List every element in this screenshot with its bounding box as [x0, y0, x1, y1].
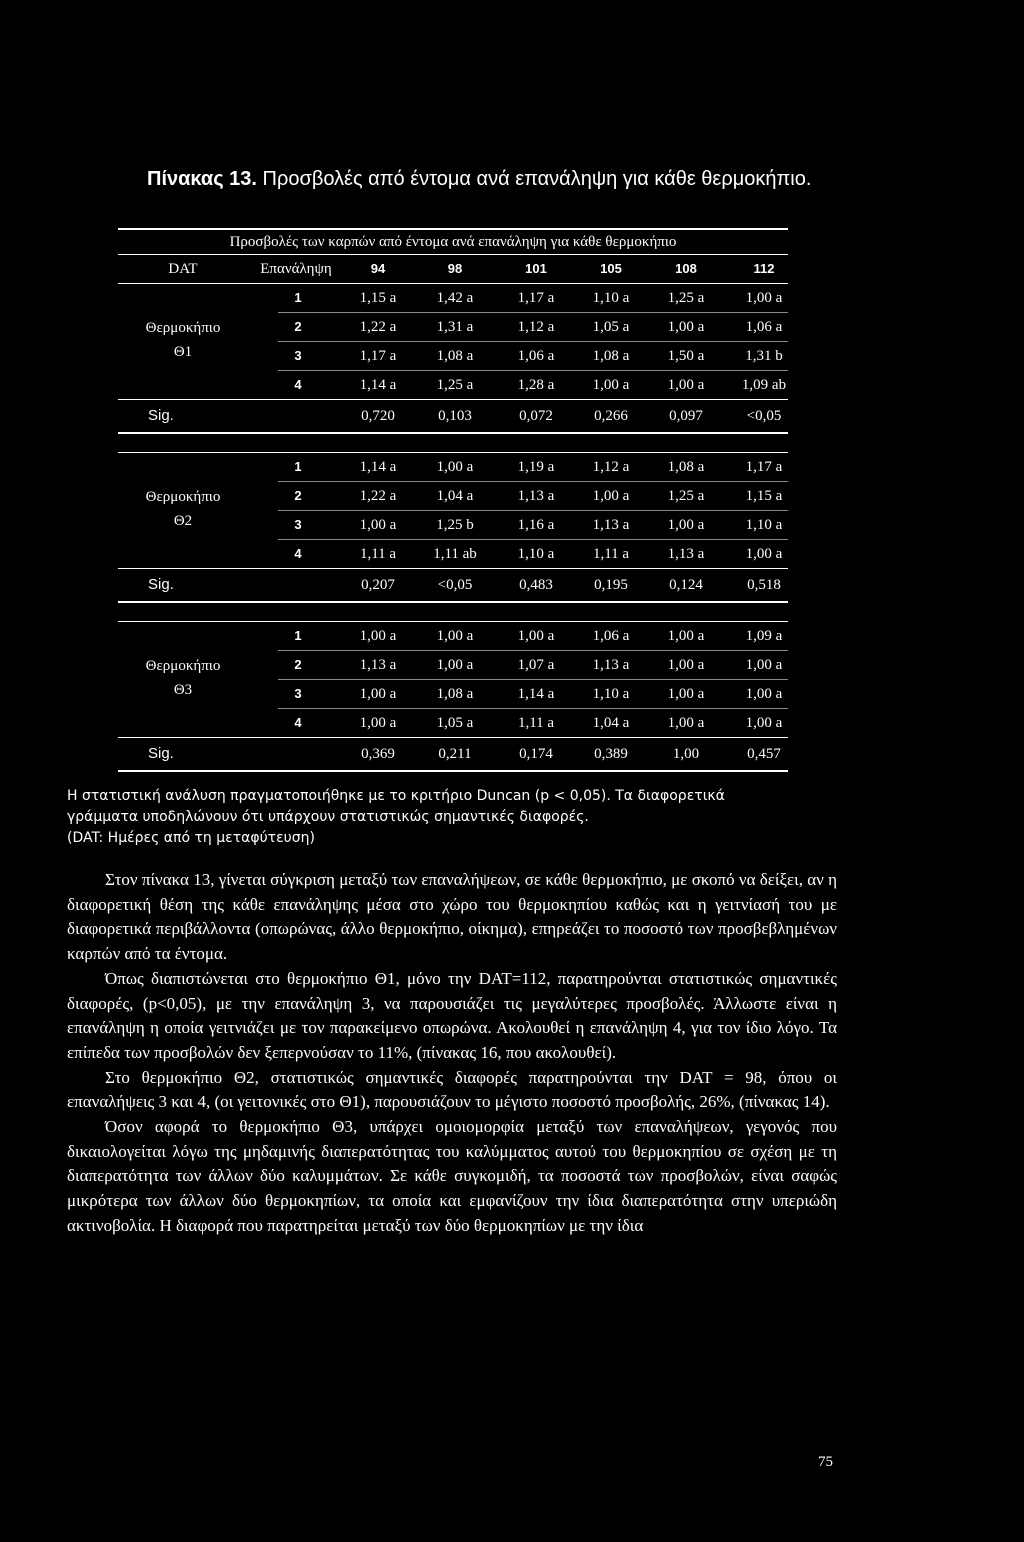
table-cell: 1,00 a: [745, 546, 783, 562]
repetition-number: 1: [294, 628, 302, 643]
greenhouse-block: [118, 622, 788, 737]
repetition-number: 2: [294, 488, 302, 503]
repetition-number: 3: [294, 517, 302, 532]
table-title-text: Προσβολές από έντομα ανά επανάληψη για κάθε θερμοκήπιο.: [256, 168, 812, 190]
table-cell: 1,09 a: [745, 628, 783, 644]
table-cell: 1,00 a: [359, 686, 397, 702]
repetition-number: 1: [294, 290, 302, 305]
sig-value: 0,483: [519, 577, 553, 593]
header-day-108: 108: [675, 261, 697, 276]
table-cell: 1,00 a: [436, 459, 474, 475]
table-cell: 1,13 a: [592, 517, 630, 533]
table-cell: 1,17 a: [359, 348, 397, 364]
table-cell: 1,10 a: [592, 686, 630, 702]
table-cell: 1,00 a: [667, 715, 705, 731]
paragraph-1: Στον πίνακα 13, γίνεται σύγκριση μεταξύ των επαναλήψεων, σε κάθε θερμοκήπιο, με σκοπό να δείξει, αν η διαφορετική θέση της κάθε επανάληψης μέσα στο χώρο του θερμοκηπίου καθώς και η γειτνίασή του με διαφορετικά περιβάλλοντα (οπωρώνας, άλλο θερμοκήπιο, οίκημα), επηρεάζει το ποσοστό των προσβεβλημένων καρπών από τα έντομα.: [67, 870, 837, 964]
table-caption: Προσβολές των καρπών από έντομα ανά επανάληψη για κάθε θερμοκήπιο: [229, 234, 677, 250]
header-day-98: 98: [447, 261, 463, 276]
table-cell: 1,00 a: [667, 517, 705, 533]
table-row: [118, 680, 788, 708]
repetition-number: 1: [294, 459, 302, 474]
table-cell: 1,08 a: [667, 459, 705, 475]
greenhouse-label-line1: Θερμοκήπιο: [145, 658, 221, 674]
table-cell: 1,08 a: [592, 348, 630, 364]
table-cell: 1,10 a: [517, 546, 555, 562]
greenhouse-label-line2: Θ2: [173, 513, 193, 529]
note-line-1: Η στατιστική ανάλυση πραγματοποιήθηκε με το κριτήριο Duncan (p < 0,05). Τα διαφορετικά: [67, 788, 725, 804]
table-cell: 1,00 a: [745, 686, 783, 702]
table-cell: 1,00 a: [667, 377, 705, 393]
repetition-number: 2: [294, 319, 302, 334]
table-cell: 1,06 a: [517, 348, 555, 364]
table-cell: 1,25 b: [436, 517, 474, 533]
table-cell: 1,31 a: [436, 319, 474, 335]
table-cell: 1,00 a: [592, 377, 630, 393]
table-cell: 1,15 a: [359, 290, 397, 306]
sig-label: Sig.: [148, 407, 174, 424]
table-cell: 1,08 a: [436, 686, 474, 702]
table-cell: 1,04 a: [436, 488, 474, 504]
note-line-3: (DAT: Ημέρες από τη μεταφύτευση): [67, 830, 315, 846]
sig-row: [118, 569, 788, 601]
greenhouse-label-line2: Θ1: [173, 344, 193, 360]
table-cell: 1,00 a: [359, 628, 397, 644]
table-cell: 1,11 a: [359, 546, 397, 562]
repetition-number: 3: [294, 686, 302, 701]
repetition-number: 2: [294, 657, 302, 672]
table-cell: 1,08 a: [436, 348, 474, 364]
sig-value: 0,097: [669, 408, 703, 424]
table-cell: 1,11 a: [517, 715, 555, 731]
header-day-112: 112: [753, 261, 775, 276]
greenhouse-label-line1: Θερμοκήπιο: [145, 489, 221, 505]
table-cell: 1,00 a: [667, 657, 705, 673]
sig-value: 0,457: [747, 746, 781, 762]
sig-label: Sig.: [148, 745, 174, 762]
table-cell: 1,12 a: [517, 319, 555, 335]
header-dat: DAT: [168, 261, 198, 277]
greenhouse-label-line2: Θ3: [173, 682, 193, 698]
sig-value: 0,518: [747, 577, 781, 593]
sig-value: 0,389: [594, 746, 628, 762]
table-cell: 1,00 a: [745, 290, 783, 306]
table-row: [118, 511, 788, 539]
table-cell: 1,00 a: [667, 319, 705, 335]
table-cell: 1,19 a: [517, 459, 555, 475]
paragraph-3: Στο θερμοκήπιο Θ2, στατιστικώς σημαντικές διαφορές παρατηρούνται την DAT = 98, όπου οι επαναλήψεις 3 και 4, (οι γειτονικές στο Θ1), παρουσιάζουν το μέγιστο ποσοστό προσβολής, 26%, (πίνακας 14).: [67, 1067, 837, 1112]
table-cell: 1,10 a: [592, 290, 630, 306]
group-gap: [118, 434, 788, 452]
sig-value: 0,072: [519, 408, 553, 424]
table-cell: 1,13 a: [359, 657, 397, 673]
table-cell: 1,14 a: [359, 459, 397, 475]
sig-label: Sig.: [148, 576, 174, 593]
table-row: [118, 482, 788, 510]
table-cell: 1,14 a: [359, 377, 397, 393]
page-number: 75: [818, 1454, 833, 1470]
sig-value: <0,05: [746, 408, 782, 424]
table-cell: 1,05 a: [592, 319, 630, 335]
greenhouse-block: [118, 284, 788, 399]
table-cell: 1,31 b: [745, 348, 783, 364]
sig-value: <0,05: [437, 577, 473, 593]
table-cell: 1,13 a: [517, 488, 555, 504]
table-title: [147, 168, 811, 191]
header-day-94: 94: [370, 261, 386, 276]
sig-value: 1,00: [672, 746, 700, 762]
table-row: [118, 453, 788, 481]
table-cell: 1,00 a: [745, 657, 783, 673]
table-cell: 1,00 a: [359, 517, 397, 533]
table-cell: 1,50 a: [667, 348, 705, 364]
header-day-105: 105: [600, 261, 622, 276]
header-day-101: 101: [525, 261, 547, 276]
greenhouse-groups: [118, 284, 788, 772]
greenhouse-block: [118, 453, 788, 568]
table-cell: 1,11 a: [592, 546, 630, 562]
table-cell: 1,06 a: [745, 319, 783, 335]
table-cell: 1,13 a: [667, 546, 705, 562]
table-cell: 1,25 a: [667, 488, 705, 504]
sig-value: 0,266: [594, 408, 628, 424]
sig-value: 0,207: [361, 577, 395, 593]
table-cell: 1,28 a: [517, 377, 555, 393]
table-cell: 1,12 a: [592, 459, 630, 475]
table-cell: 1,00 a: [436, 657, 474, 673]
paragraph-2: Όπως διαπιστώνεται στο θερμοκήπιο Θ1, μόνο την DAT=112, παρατηρούνται στατιστικώς σημαντικές διαφορές, (p<0,05), με την επανάληψη 3, να παρουσιάζει τις μεγαλύτερες προσβολές. Άλλωστε είναι η επανάληψη η οποία γειτνιάζει με τον παρακείμενο οπωρώνα. Ακολουθεί η επανάληψη 4, για τον ίδιο λόγο. Τα επίπεδα των προσβολών δεν ξεπερνούσαν το 11%, (πίνακας 16, που ακολουθεί).: [67, 968, 837, 1062]
sig-value: 0,369: [361, 746, 395, 762]
table-row: [118, 342, 788, 370]
greenhouse-label-line1: Θερμοκήπιο: [145, 320, 221, 336]
table-cell: 1,42 a: [436, 290, 474, 306]
table-cell: 1,00 a: [359, 715, 397, 731]
table-row: [118, 622, 788, 650]
table-cell: 1,00 a: [667, 686, 705, 702]
sig-value: 0,124: [669, 577, 703, 593]
sig-row: [118, 738, 788, 770]
table-cell: 1,25 a: [436, 377, 474, 393]
repetition-number: 4: [294, 377, 302, 392]
group-gap: [118, 603, 788, 621]
table-row: [118, 709, 788, 737]
sig-value: 0,195: [594, 577, 628, 593]
table-cell: 1,00 a: [745, 715, 783, 731]
note-line-2: γράμματα υποδηλώνουν ότι υπάρχουν στατιστικώς σημαντικές διαφορές.: [67, 809, 589, 825]
body-text: [67, 868, 837, 1239]
table-cell: 1,22 a: [359, 488, 397, 504]
table-cell: 1,11 ab: [433, 546, 477, 562]
table-row: [118, 313, 788, 341]
table-cell: 1,16 a: [517, 517, 555, 533]
table-cell: 1,00 a: [667, 628, 705, 644]
table-cell: 1,25 a: [667, 290, 705, 306]
paragraph-4: Όσον αφορά το θερμοκήπιο Θ3, υπάρχει ομοιομορφία μεταξύ των επαναλήψεων, γεγονός που δικαιολογείται λόγω της μηδαμινής διαπερατότητας του καλύμματος αυτού του θερμοκηπίου σε σχέση με τη διαπερατότητα των άλλων δύο καλυμμάτων. Σε κάθε συγκομιδή, τα ποσοστά των προσβολών, είναι σαφώς μικρότερα των άλλων δύο θερμοκηπίων, τα οποία και εμφανίζουν την ίδια διαπερατότητα στην υπεριώδη ακτινοβολία. Η διαφορά που παρατηρείται μεταξύ των δύο θερμοκηπίων με την ίδια: [67, 1117, 837, 1235]
repetition-number: 3: [294, 348, 302, 363]
table-cell: 1,14 a: [517, 686, 555, 702]
table-cell: 1,07 a: [517, 657, 555, 673]
table-cell: 1,13 a: [592, 657, 630, 673]
table-row: [118, 651, 788, 679]
table-row: [118, 284, 788, 312]
table-cell: 1,00 a: [436, 628, 474, 644]
repetition-number: 4: [294, 715, 302, 730]
sig-value: 0,211: [438, 746, 472, 762]
table-cell: 1,17 a: [517, 290, 555, 306]
table-cell: 1,05 a: [436, 715, 474, 731]
repetition-number: 4: [294, 546, 302, 561]
table-cell: 1,22 a: [359, 319, 397, 335]
infestation-table: [118, 228, 788, 772]
header-repetition: Επανάληψη: [260, 261, 332, 277]
table-cell: 1,00 a: [517, 628, 555, 644]
sig-value: 0,174: [519, 746, 553, 762]
table-row: [118, 371, 788, 399]
sig-row: [118, 400, 788, 432]
table-cell: 1,09 ab: [741, 377, 787, 393]
table-title-label: Πίνακας 13.: [147, 168, 257, 190]
table-header-row: [118, 255, 788, 283]
table-cell: 1,06 a: [592, 628, 630, 644]
sig-value: 0,720: [361, 408, 395, 424]
table-cell: 1,10 a: [745, 517, 783, 533]
table-cell: 1,17 a: [745, 459, 783, 475]
group-bottom-rule: [118, 770, 788, 772]
table-cell: 1,00 a: [592, 488, 630, 504]
table-cell: 1,04 a: [592, 715, 630, 731]
sig-value: 0,103: [438, 408, 472, 424]
table-row: [118, 540, 788, 568]
table-cell: 1,15 a: [745, 488, 783, 504]
